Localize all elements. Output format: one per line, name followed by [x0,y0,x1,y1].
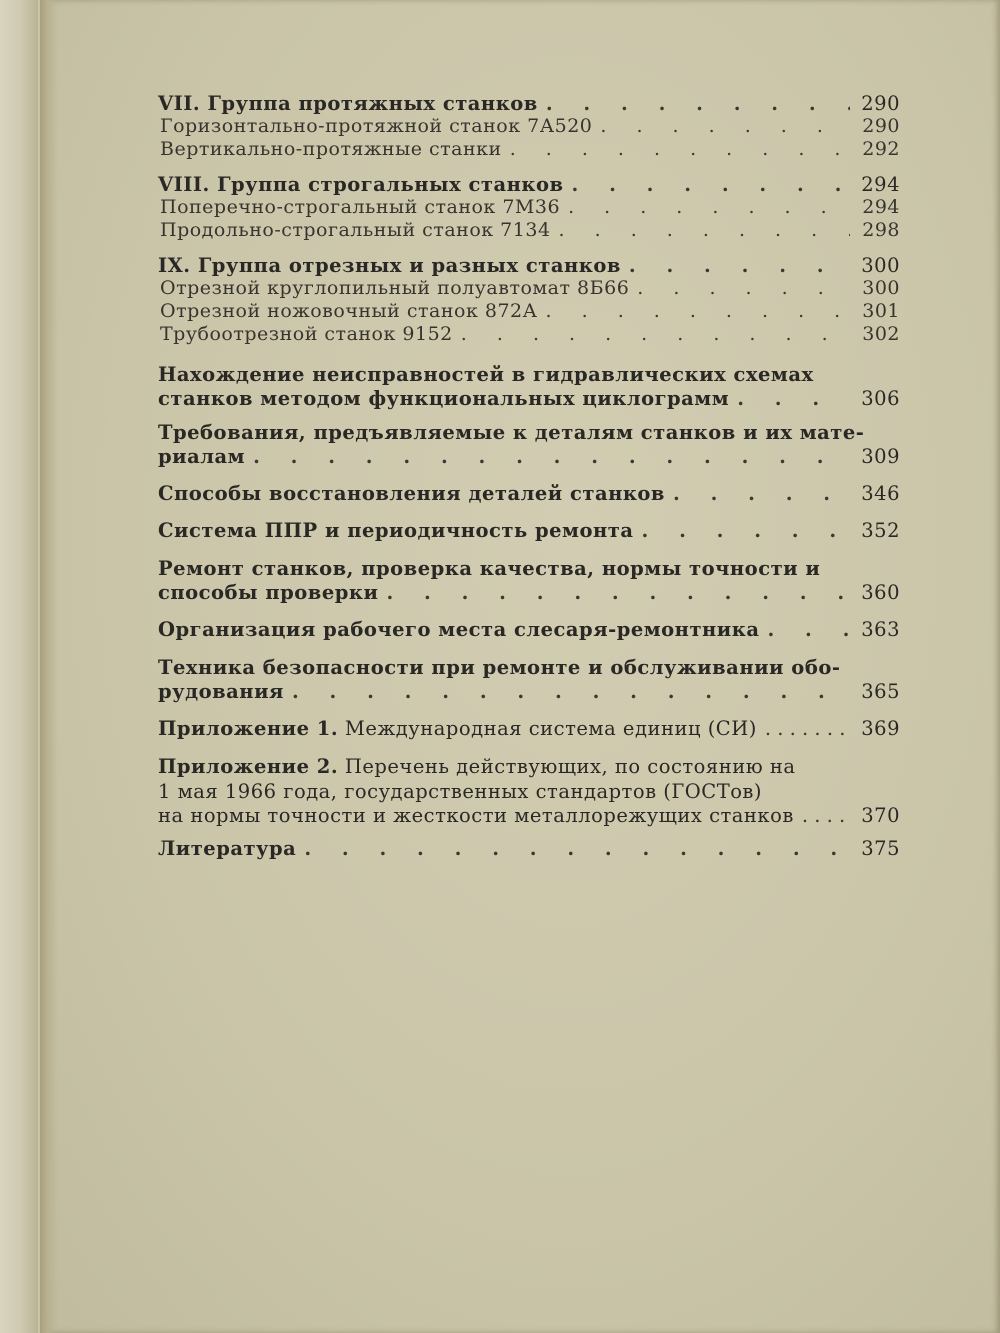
toc-literature: Литература . . . 375 [158,837,900,860]
toc-entry-safety: Техника безопасности при ремонте и обслуживании обо- рудования . . . 365 [158,655,900,703]
leader-dots [737,387,850,410]
leader-dots [546,92,850,115]
toc-appendix-1: Приложение 1. Международная система единиц (СИ) . . . 369 [158,717,900,740]
page-number: 300 [862,277,900,299]
toc-group-viii [158,173,900,242]
page-number: 370 [861,804,900,827]
page-number: 294 [862,196,900,218]
leader-dots [767,618,850,641]
toc-appendix-2: Приложение 2. Перечень действующих, по состоянию на 1 мая 1966 года, государственных стандартов (ГОСТов) на нормы точности и жесткости металлорежущих станков . . . 370 [158,754,900,827]
toc-group-heading: VII. Группа протяжных станков . . . 290 [158,92,900,115]
toc-group-ix [158,254,900,346]
page-number: 300 [861,254,900,277]
leader-dots [673,482,850,505]
toc-item: Отрезной ножовочный станок 872А . . . 301 [158,300,900,323]
leader-dots [642,519,851,542]
page-number: 290 [862,115,900,137]
page-number: 352 [861,519,900,542]
leader-dots [765,717,850,740]
toc-item: Трубоотрезной станок 9152 . . . 302 [158,323,900,346]
page-number: 306 [861,387,900,410]
toc-group-vii [158,92,900,161]
page-number: 294 [861,173,900,196]
toc-group-heading: VIII. Группа строгальных станков . . . 294 [158,173,900,196]
toc-item: Вертикально-протяжные станки . . . 292 [158,138,900,161]
page-number: 309 [861,445,900,468]
leader-dots [546,300,850,323]
page-number: 369 [861,717,900,740]
page-number: 375 [861,837,900,860]
toc-item: Горизонтально-протяжной станок 7А520 . . . 290 [158,115,900,138]
toc-item: Отрезной круглопильный полуавтомат 8Б66 . . . 300 [158,277,900,300]
toc-entry-troubleshooting: Нахождение неисправностей в гидравлических схемах станков методом функциональных циклограмм . . . 306 [158,362,900,410]
leader-dots [461,323,850,346]
toc-entry-repair: Ремонт станков, проверка качества, нормы точности и способы проверки . . . 360 [158,556,900,604]
book-cover-edge [0,0,38,1333]
page-number: 360 [861,581,900,604]
page-number: 365 [861,680,900,703]
leader-dots [292,680,850,703]
leader-dots [386,581,850,604]
toc-entry-restoration: Способы восстановления деталей станков . . . 346 [158,482,900,505]
leader-dots [572,173,850,196]
page-number: 298 [862,219,900,241]
toc-group-heading: IX. Группа отрезных и разных станков . . . 300 [158,254,900,277]
page-number: 290 [861,92,900,115]
toc-entry-workplace: Организация рабочего места слесаря-ремонтника . . . 363 [158,618,900,641]
leader-dots [510,138,850,161]
page-number: 346 [861,482,900,505]
toc-entry-requirements: Требования, предъявляемые к деталям станков и их мате- риалам . . . 309 [158,420,900,468]
leader-dots [600,115,850,138]
page-number: 363 [861,618,900,641]
leader-dots [304,837,850,860]
page-number: 302 [862,323,900,345]
table-of-contents [158,92,900,870]
leader-dots [802,804,850,827]
toc-item: Продольно-строгальный станок 7134 . . . 298 [158,219,900,242]
leader-dots [568,196,850,219]
leader-dots [559,219,850,242]
leader-dots [253,445,850,468]
page-number: 292 [862,138,900,160]
page-number: 301 [862,300,900,322]
book-page [40,0,1000,1333]
leader-dots [637,277,850,300]
leader-dots [629,254,850,277]
toc-item: Поперечно-строгальный станок 7М36 . . . 294 [158,196,900,219]
toc-entry-ppr: Система ППР и периодичность ремонта . . . 352 [158,519,900,542]
